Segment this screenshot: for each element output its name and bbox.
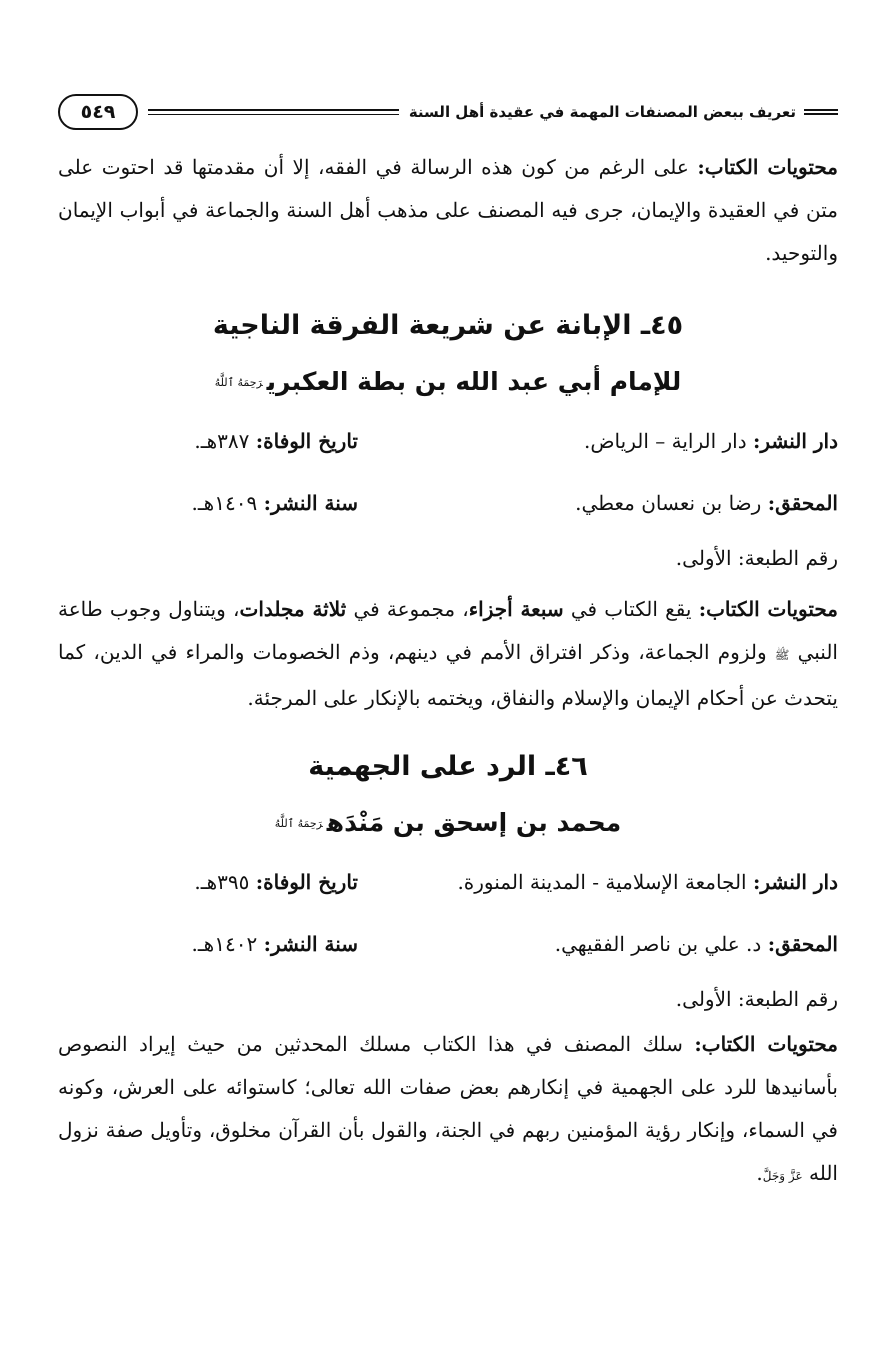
book-45-title: ٤٥ـ الإبانة عن شريعة الفرقة الناجية (212, 310, 684, 341)
book-46-info-row-1 (58, 851, 838, 913)
book-45-info-row-1 (58, 410, 838, 472)
death-date-info: تاريخ الوفاة: ٣٨٧هـ. (194, 429, 358, 453)
death-date-info: تاريخ الوفاة: ٣٩٥هـ. (194, 870, 358, 894)
book-46-edition: رقم الطبعة: الأولى. (675, 987, 838, 1011)
author-name: محمد بن إسحق بن مَنْدَه (326, 808, 622, 837)
header-rule (148, 109, 399, 115)
book-45-info-row-2 (58, 472, 838, 534)
book-45-edition: رقم الطبعة: الأولى. (675, 546, 838, 570)
publish-year-info: سنة النشر: ١٤٠٢هـ. (191, 932, 358, 956)
publisher-info: دار النشر: دار الراية – الرياض. (584, 429, 838, 453)
divine-honorific: عَزَّ وَجَلَّ (762, 1169, 803, 1183)
book-46-author (58, 796, 838, 851)
book-46-title: ٤٦ـ الرد على الجهمية (308, 751, 588, 782)
book-46-info-row-2 (58, 913, 838, 975)
page-number: ٥٤٩ (58, 94, 138, 130)
honorific-mark: رَحِمَهُ ٱللَّهُ (274, 817, 323, 830)
document-page (58, 86, 838, 1326)
editor-info: المحقق: د. علي بن ناصر الفقيهي. (554, 932, 838, 956)
header-ornament (804, 109, 838, 115)
book-45-contents: محتويات الكتاب: يقع الكتاب في سبعة أجزاء، مجموعة في ثلاثة مجلدات، ويتناول وجوب طاعة النبي ﷺ ولزوم الجماعة، وذكر افتراق الأمم في دينهم، وذم الخصومات والمراء في الدين، كما يتحدث عن أحكام الإيمان والإسلام والنفاق، ويختمه بالإنكار على المرجئة. (58, 597, 839, 710)
publisher-info: دار النشر: الجامعة الإسلامية - المدينة المنورة. (457, 870, 838, 894)
book-45-author (58, 355, 838, 410)
editor-info: المحقق: رضا بن نعسان معطي. (575, 491, 838, 515)
book-46-contents: محتويات الكتاب: سلك المصنف في هذا الكتاب مسلك المحدثين من حيث إيراد النصوص بأسانيدها للرد على الجهمية في إنكارهم بعض صفات الله تعالى؛ كاستوائه على العرش، وكونه في السماء، وإنكار رؤية المؤمنين ربهم في الجنة، والقول بأن القرآن مخلوق، وتأويل صفة نزول الله عَزَّ وَجَلَّ. (58, 1032, 838, 1185)
contents-text: على الرغم من كون هذه الرسالة في الفقه، إلا أن مقدمتها قد احتوت على متن في العقيدة والإيمان، جرى فيه المصنف على مذهب أهل السنة والجماعة في أبواب الإيمان والتوحيد. (58, 155, 838, 265)
publish-year-info: سنة النشر: ١٤٠٩هـ. (191, 491, 358, 515)
author-name: للإمام أبي عبد الله بن بطة العكبري (266, 367, 682, 396)
previous-book-contents (58, 146, 838, 275)
running-header (58, 86, 838, 138)
prophet-honorific: ﷺ (774, 648, 790, 662)
honorific-mark: رَحِمَهُ ٱللَّهُ (214, 376, 263, 389)
running-header-title: تعريف ببعض المصنفات المهمة في عقيدة أهل السنة (408, 103, 796, 121)
contents-label: محتويات الكتاب: (697, 155, 838, 179)
